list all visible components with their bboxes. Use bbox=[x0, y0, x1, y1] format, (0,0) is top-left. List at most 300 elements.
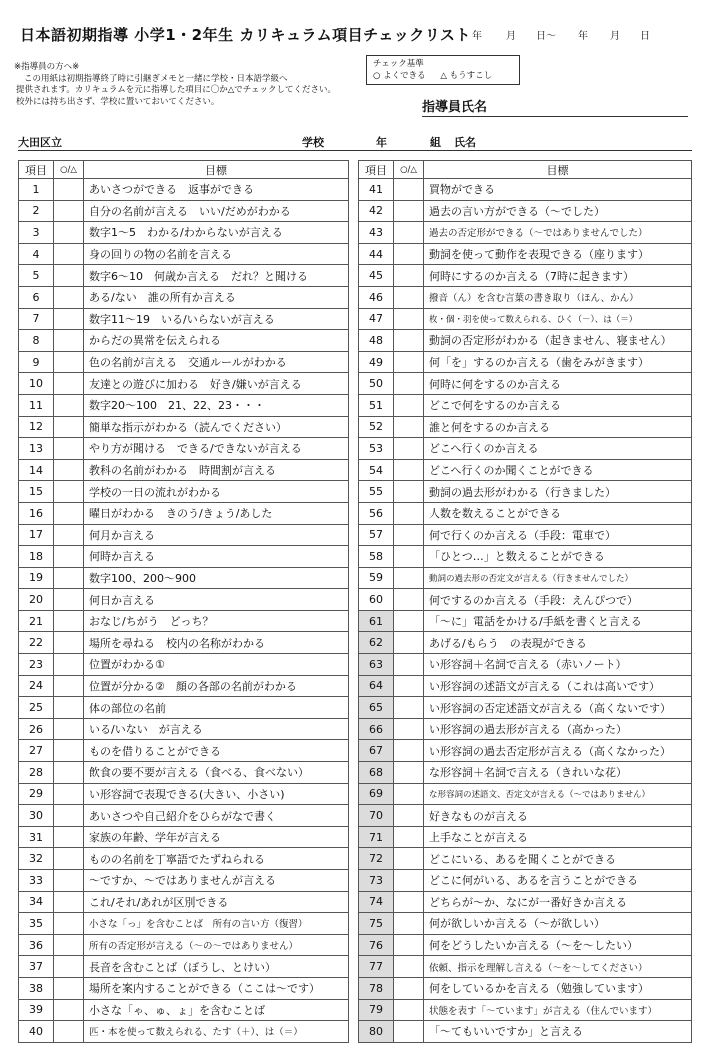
check-cell[interactable] bbox=[394, 654, 424, 676]
item-number: 45 bbox=[359, 265, 394, 287]
item-number: 43 bbox=[359, 222, 394, 244]
item-number: 79 bbox=[359, 999, 394, 1021]
date-year-end: 年 bbox=[578, 31, 588, 42]
check-cell[interactable] bbox=[54, 481, 84, 503]
table-row bbox=[359, 654, 692, 676]
table-row bbox=[359, 308, 692, 330]
goal-text: 動詞の過去形がわかる（行きました） bbox=[424, 481, 692, 503]
col-item-header: 項目 bbox=[19, 161, 54, 179]
item-number: 19 bbox=[19, 567, 54, 589]
check-cell[interactable] bbox=[54, 891, 84, 913]
goal-text: 簡単な指示がわかる（読んでください） bbox=[84, 416, 349, 438]
class-label: 組 bbox=[430, 136, 441, 149]
item-number: 22 bbox=[19, 632, 54, 654]
check-cell[interactable] bbox=[54, 502, 84, 524]
check-cell[interactable] bbox=[54, 697, 84, 719]
table-row bbox=[19, 762, 349, 784]
goal-text: な形容詞の述語文、否定文が言える（～ではありません） bbox=[424, 783, 692, 805]
check-cell[interactable] bbox=[394, 330, 424, 352]
check-cell[interactable] bbox=[54, 589, 84, 611]
goal-text: い形容詞の過去形が言える（高かった） bbox=[424, 718, 692, 740]
item-number: 39 bbox=[19, 999, 54, 1021]
check-cell[interactable] bbox=[54, 567, 84, 589]
goal-text: 場所を尋ねる 校内の名称がわかる bbox=[84, 632, 349, 654]
goal-text: 数字6～10 何歳か言える だれ？と聞ける bbox=[84, 265, 349, 287]
check-cell[interactable] bbox=[394, 502, 424, 524]
goal-text: 小さな「ゃ、ゅ、ょ」を含むことば bbox=[84, 999, 349, 1021]
item-number: 42 bbox=[359, 200, 394, 222]
check-cell[interactable] bbox=[394, 179, 424, 201]
item-number: 25 bbox=[19, 697, 54, 719]
item-number: 67 bbox=[359, 740, 394, 762]
item-number: 28 bbox=[19, 762, 54, 784]
check-cell[interactable] bbox=[54, 848, 84, 870]
check-cell[interactable] bbox=[54, 826, 84, 848]
item-number: 41 bbox=[359, 179, 394, 201]
goal-text: 場所を案内することができる（ここは～です） bbox=[84, 977, 349, 999]
item-number: 53 bbox=[359, 438, 394, 460]
check-cell[interactable] bbox=[394, 805, 424, 827]
table-row bbox=[19, 999, 349, 1021]
table-row bbox=[19, 200, 349, 222]
check-cell[interactable] bbox=[54, 934, 84, 956]
table-row bbox=[19, 351, 349, 373]
col-item-header: 項目 bbox=[359, 161, 394, 179]
item-number: 74 bbox=[359, 891, 394, 913]
goal-text: あげる/もらう の表現ができる bbox=[424, 632, 692, 654]
note-heading: ※指導員の方へ※ bbox=[14, 62, 80, 72]
goal-text: どこにいる、あるを聞くことができる bbox=[424, 848, 692, 870]
check-cell[interactable] bbox=[394, 459, 424, 481]
goal-text: どこで何をするのか言える bbox=[424, 394, 692, 416]
check-cell[interactable] bbox=[394, 783, 424, 805]
check-cell[interactable] bbox=[54, 546, 84, 568]
item-number: 36 bbox=[19, 934, 54, 956]
item-number: 4 bbox=[19, 243, 54, 265]
table-row bbox=[359, 330, 692, 352]
table-row bbox=[359, 567, 692, 589]
table-row bbox=[359, 373, 692, 395]
goal-text: ものの名前を丁寧語でたずねられる bbox=[84, 848, 349, 870]
table-row bbox=[359, 179, 692, 201]
item-number: 17 bbox=[19, 524, 54, 546]
goal-text: 何「を」するのか言える（歯をみがきます） bbox=[424, 351, 692, 373]
check-cell[interactable] bbox=[394, 438, 424, 460]
goal-text: ～ですか、～ではありませんが言える bbox=[84, 870, 349, 892]
date-day-start: 日～ bbox=[536, 31, 556, 42]
check-cell[interactable] bbox=[394, 610, 424, 632]
table-row bbox=[19, 308, 349, 330]
item-number: 21 bbox=[19, 610, 54, 632]
check-cell[interactable] bbox=[394, 826, 424, 848]
instructor-note bbox=[14, 62, 336, 108]
table-row bbox=[19, 416, 349, 438]
item-number: 16 bbox=[19, 502, 54, 524]
goal-text: 依頼、指示を理解し言える（～を～してください） bbox=[424, 956, 692, 978]
check-cell[interactable] bbox=[54, 416, 84, 438]
goal-text: 撥音（ん）を含む言葉の書き取り（ほん、かん） bbox=[424, 286, 692, 308]
table-header-row bbox=[19, 161, 349, 179]
goal-text: 何が欲しいか言える（～が欲しい） bbox=[424, 913, 692, 935]
check-cell[interactable] bbox=[394, 373, 424, 395]
goal-text: 位置が分かる② 顔の各部の名前がわかる bbox=[84, 675, 349, 697]
school-info-line bbox=[18, 150, 692, 151]
check-cell[interactable] bbox=[54, 351, 84, 373]
table-row bbox=[359, 546, 692, 568]
check-cell[interactable] bbox=[54, 330, 84, 352]
check-cell[interactable] bbox=[394, 956, 424, 978]
check-cell[interactable] bbox=[54, 610, 84, 632]
goal-text: 過去の否定形ができる（～ではありませんでした） bbox=[424, 222, 692, 244]
goal-text: 何で行くのか言える（手段：電車で） bbox=[424, 524, 692, 546]
item-number: 31 bbox=[19, 826, 54, 848]
check-cell[interactable] bbox=[54, 179, 84, 201]
table-row bbox=[19, 870, 349, 892]
table-row bbox=[19, 438, 349, 460]
goal-text: 動詞を使って動作を表現できる（座ります） bbox=[424, 243, 692, 265]
goal-text: 人数を数えることができる bbox=[424, 502, 692, 524]
check-cell[interactable] bbox=[54, 783, 84, 805]
goal-text: 数字20～100 21、22、23・・・ bbox=[84, 394, 349, 416]
check-cell[interactable] bbox=[394, 524, 424, 546]
goal-text: 何月か言える bbox=[84, 524, 349, 546]
check-cell[interactable] bbox=[394, 416, 424, 438]
ward-label: 大田区立 bbox=[18, 136, 62, 149]
page-title: 日本語初期指導 小学1・2年生 カリキュラム項目チェックリスト bbox=[20, 26, 471, 44]
table-row bbox=[359, 610, 692, 632]
item-number: 56 bbox=[359, 502, 394, 524]
check-cell[interactable] bbox=[394, 870, 424, 892]
table-row bbox=[19, 243, 349, 265]
check-cell[interactable] bbox=[54, 999, 84, 1021]
table-row bbox=[359, 416, 692, 438]
check-legend bbox=[366, 55, 520, 85]
check-cell[interactable] bbox=[54, 718, 84, 740]
col-check-header: ○/△ bbox=[394, 161, 424, 179]
table-row bbox=[19, 826, 349, 848]
item-number: 7 bbox=[19, 308, 54, 330]
table-row bbox=[359, 502, 692, 524]
item-number: 54 bbox=[359, 459, 394, 481]
item-number: 3 bbox=[19, 222, 54, 244]
item-number: 10 bbox=[19, 373, 54, 395]
instructor-name-label: 指導員氏名 bbox=[422, 100, 488, 115]
goal-text: ある/ない 誰の所有か言える bbox=[84, 286, 349, 308]
goal-text: 何時に何をするのか言える bbox=[424, 373, 692, 395]
check-cell[interactable] bbox=[54, 373, 84, 395]
goal-text: 家族の年齢、学年が言える bbox=[84, 826, 349, 848]
item-number: 9 bbox=[19, 351, 54, 373]
table-row bbox=[19, 373, 349, 395]
item-number: 35 bbox=[19, 913, 54, 935]
table-row bbox=[19, 805, 349, 827]
check-cell[interactable] bbox=[394, 243, 424, 265]
item-number: 70 bbox=[359, 805, 394, 827]
item-number: 73 bbox=[359, 870, 394, 892]
school-info-row bbox=[18, 134, 688, 150]
goal-text: 自分の名前が言える いい/だめがわかる bbox=[84, 200, 349, 222]
goal-text: やり方が聞ける できる/できないが言える bbox=[84, 438, 349, 460]
check-cell[interactable] bbox=[54, 675, 84, 697]
item-number: 34 bbox=[19, 891, 54, 913]
goal-text: 上手なことが言える bbox=[424, 826, 692, 848]
goal-text: 何時にするのか言える（7時に起きます） bbox=[424, 265, 692, 287]
table-row bbox=[359, 351, 692, 373]
check-cell[interactable] bbox=[54, 459, 84, 481]
table-row bbox=[19, 222, 349, 244]
check-cell[interactable] bbox=[394, 632, 424, 654]
student-name-label: 氏名 bbox=[454, 136, 476, 149]
check-cell[interactable] bbox=[394, 394, 424, 416]
goal-text: 数字11～19 いる/いらないが言える bbox=[84, 308, 349, 330]
item-number: 62 bbox=[359, 632, 394, 654]
goal-text: 色の名前が言える 交通ルールがわかる bbox=[84, 351, 349, 373]
item-number: 60 bbox=[359, 589, 394, 611]
goal-text: 学校の一日の流れがわかる bbox=[84, 481, 349, 503]
check-cell[interactable] bbox=[54, 805, 84, 827]
check-cell[interactable] bbox=[394, 718, 424, 740]
item-number: 12 bbox=[19, 416, 54, 438]
goal-text: おなじ/ちがう どっち？ bbox=[84, 610, 349, 632]
item-number: 44 bbox=[359, 243, 394, 265]
check-cell[interactable] bbox=[394, 481, 424, 503]
table-row bbox=[19, 977, 349, 999]
goal-text: 位置がわかる① bbox=[84, 654, 349, 676]
item-number: 63 bbox=[359, 654, 394, 676]
check-cell[interactable] bbox=[394, 308, 424, 330]
table-row bbox=[19, 783, 349, 805]
goal-text: あいさつができる 返事ができる bbox=[84, 179, 349, 201]
date-year-start: 年 bbox=[472, 31, 482, 42]
checklist-table-right bbox=[358, 160, 692, 1043]
date-day-end: 日 bbox=[640, 31, 650, 42]
check-cell[interactable] bbox=[394, 546, 424, 568]
check-cell[interactable] bbox=[54, 870, 84, 892]
table-row bbox=[359, 977, 692, 999]
table-row bbox=[359, 394, 692, 416]
goal-text: な形容詞＋名詞で言える（きれいな花） bbox=[424, 762, 692, 784]
table-row bbox=[19, 848, 349, 870]
date-month-start: 月 bbox=[506, 31, 516, 42]
legend-good: ○ よくできる bbox=[373, 71, 426, 81]
item-number: 13 bbox=[19, 438, 54, 460]
check-cell[interactable] bbox=[54, 394, 84, 416]
legend-more: △ もうすこし bbox=[440, 71, 493, 81]
table-row bbox=[359, 675, 692, 697]
table-row bbox=[19, 891, 349, 913]
note-line: 提供されます。カリキュラムを元に指導した項目に〇か△でチェックしてください。 bbox=[16, 85, 337, 95]
table-row bbox=[359, 222, 692, 244]
check-cell[interactable] bbox=[394, 222, 424, 244]
item-number: 23 bbox=[19, 654, 54, 676]
check-cell[interactable] bbox=[54, 243, 84, 265]
goal-text: どこに何がいる、あるを言うことができる bbox=[424, 870, 692, 892]
goal-text: 数字1～5 わかる/わからないが言える bbox=[84, 222, 349, 244]
table-row bbox=[359, 870, 692, 892]
checklist-table-left bbox=[18, 160, 349, 1043]
item-number: 57 bbox=[359, 524, 394, 546]
item-number: 27 bbox=[19, 740, 54, 762]
goal-text: 動詞の過去形の否定文が言える（行きませんでした） bbox=[424, 567, 692, 589]
table-row bbox=[19, 179, 349, 201]
goal-text: 状態を表す「～ています」が言える（住んでいます） bbox=[424, 999, 692, 1021]
check-cell[interactable] bbox=[394, 891, 424, 913]
table-row bbox=[19, 956, 349, 978]
check-cell[interactable] bbox=[54, 913, 84, 935]
goal-text: 友達との遊びに加わる 好き/嫌いが言える bbox=[84, 373, 349, 395]
table-row bbox=[359, 762, 692, 784]
goal-text: 動詞の否定形がわかる（起きません、寝ません） bbox=[424, 330, 692, 352]
item-number: 46 bbox=[359, 286, 394, 308]
goal-text: い形容詞＋名詞で言える（赤いノート） bbox=[424, 654, 692, 676]
table-row bbox=[359, 265, 692, 287]
check-cell[interactable] bbox=[394, 265, 424, 287]
goal-text: 所有の否定形が言える（～の～ではありません） bbox=[84, 934, 349, 956]
check-cell[interactable] bbox=[54, 632, 84, 654]
grade-label: 年 bbox=[376, 136, 387, 149]
table-row bbox=[19, 913, 349, 935]
goal-text: 何時か言える bbox=[84, 546, 349, 568]
check-cell[interactable] bbox=[54, 654, 84, 676]
check-cell[interactable] bbox=[394, 567, 424, 589]
check-cell[interactable] bbox=[54, 222, 84, 244]
table-row bbox=[359, 697, 692, 719]
goal-text: い形容詞の述語文が言える（これは高いです） bbox=[424, 675, 692, 697]
check-cell[interactable] bbox=[394, 286, 424, 308]
item-number: 66 bbox=[359, 718, 394, 740]
table-row bbox=[19, 654, 349, 676]
item-number: 51 bbox=[359, 394, 394, 416]
item-number: 15 bbox=[19, 481, 54, 503]
check-cell[interactable] bbox=[54, 438, 84, 460]
goal-text: 小さな「っ」を含むことば 所有の言い方（復習） bbox=[84, 913, 349, 935]
goal-text: 買物ができる bbox=[424, 179, 692, 201]
item-number: 1 bbox=[19, 179, 54, 201]
goal-text: 枚・個・羽を使って数えられる、ひく（－）、は（＝） bbox=[424, 308, 692, 330]
goal-text: いる/いない が言える bbox=[84, 718, 349, 740]
item-number: 29 bbox=[19, 783, 54, 805]
item-number: 37 bbox=[19, 956, 54, 978]
item-number: 69 bbox=[359, 783, 394, 805]
item-number: 77 bbox=[359, 956, 394, 978]
col-check-header: ○/△ bbox=[54, 161, 84, 179]
check-cell[interactable] bbox=[394, 913, 424, 935]
check-cell[interactable] bbox=[54, 286, 84, 308]
goal-text: 何でするのか言える（手段：えんぴつで） bbox=[424, 589, 692, 611]
check-cell[interactable] bbox=[394, 999, 424, 1021]
table-row bbox=[359, 783, 692, 805]
item-number: 2 bbox=[19, 200, 54, 222]
table-row bbox=[359, 999, 692, 1021]
item-number: 8 bbox=[19, 330, 54, 352]
goal-text: 曜日がわかる きのう/きょう/あした bbox=[84, 502, 349, 524]
goal-text: 何日か言える bbox=[84, 589, 349, 611]
item-number: 71 bbox=[359, 826, 394, 848]
table-header-row bbox=[359, 161, 692, 179]
table-row bbox=[359, 438, 692, 460]
item-number: 52 bbox=[359, 416, 394, 438]
goal-text: 飲食の要不要が言える（食べる、食べない） bbox=[84, 762, 349, 784]
goal-text: 何をしているかを言える（勉強しています） bbox=[424, 977, 692, 999]
table-row bbox=[19, 740, 349, 762]
goal-text: い形容詞の否定述語文が言える（高くないです） bbox=[424, 697, 692, 719]
check-cell[interactable] bbox=[54, 956, 84, 978]
check-cell[interactable] bbox=[394, 740, 424, 762]
table-row bbox=[19, 567, 349, 589]
table-row bbox=[359, 891, 692, 913]
goal-text: 好きなものが言える bbox=[424, 805, 692, 827]
item-number: 76 bbox=[359, 934, 394, 956]
item-number: 47 bbox=[359, 308, 394, 330]
check-cell[interactable] bbox=[394, 697, 424, 719]
table-row bbox=[359, 200, 692, 222]
goal-text: どこへ行くのか聞くことができる bbox=[424, 459, 692, 481]
table-row bbox=[359, 243, 692, 265]
check-cell[interactable] bbox=[394, 934, 424, 956]
table-row bbox=[19, 697, 349, 719]
table-row bbox=[19, 524, 349, 546]
goal-text: あいさつや自己紹介をひらがなで書く bbox=[84, 805, 349, 827]
check-cell[interactable] bbox=[394, 351, 424, 373]
item-number: 68 bbox=[359, 762, 394, 784]
school-label: 学校 bbox=[302, 136, 324, 149]
item-number: 32 bbox=[19, 848, 54, 870]
item-number: 65 bbox=[359, 697, 394, 719]
goal-text: 「ひとつ…」と数えることができる bbox=[424, 546, 692, 568]
item-number: 58 bbox=[359, 546, 394, 568]
goal-text: 匹・本を使って数えられる、たす（＋）、は（＝） bbox=[84, 1021, 349, 1043]
check-cell[interactable] bbox=[394, 200, 424, 222]
check-cell[interactable] bbox=[54, 265, 84, 287]
check-cell[interactable] bbox=[394, 977, 424, 999]
goal-text: 身の回りの物の名前を言える bbox=[84, 243, 349, 265]
goal-text: 「～てもいいですか」と言える bbox=[424, 1021, 692, 1043]
check-cell[interactable] bbox=[394, 675, 424, 697]
legend-title: チェック基準 bbox=[373, 59, 424, 69]
check-cell[interactable] bbox=[394, 762, 424, 784]
table-row bbox=[359, 956, 692, 978]
item-number: 33 bbox=[19, 870, 54, 892]
check-cell[interactable] bbox=[394, 589, 424, 611]
table-row bbox=[359, 524, 692, 546]
check-cell[interactable] bbox=[54, 762, 84, 784]
goal-text: 何をどうしたいか言える（～を～したい） bbox=[424, 934, 692, 956]
goal-text: 「～に」電話をかける/手紙を書くと言える bbox=[424, 610, 692, 632]
check-cell[interactable] bbox=[394, 848, 424, 870]
goal-text: これ/それ/あれが区別できる bbox=[84, 891, 349, 913]
check-cell[interactable] bbox=[54, 524, 84, 546]
goal-text: どこへ行くのか言える bbox=[424, 438, 692, 460]
item-number: 40 bbox=[19, 1021, 54, 1043]
item-number: 48 bbox=[359, 330, 394, 352]
instructor-name-line bbox=[422, 116, 688, 117]
table-row bbox=[19, 265, 349, 287]
check-cell[interactable] bbox=[54, 740, 84, 762]
check-cell[interactable] bbox=[54, 977, 84, 999]
note-line: この用紙は初期指導終了時に引継ぎメモと一緒に学校・日本語学級へ bbox=[24, 73, 288, 84]
check-cell[interactable] bbox=[54, 200, 84, 222]
note-line: 校外には持ち出さず、学校に置いておいてください。 bbox=[16, 96, 220, 107]
goal-text: ものを借りることができる bbox=[84, 740, 349, 762]
table-row bbox=[359, 913, 692, 935]
goal-text: 数字100、200～900 bbox=[84, 567, 349, 589]
goal-text: 過去の言い方ができる（～でした） bbox=[424, 200, 692, 222]
table-row bbox=[359, 286, 692, 308]
table-row bbox=[19, 394, 349, 416]
check-cell[interactable] bbox=[54, 308, 84, 330]
item-number: 49 bbox=[359, 351, 394, 373]
table-row bbox=[359, 459, 692, 481]
